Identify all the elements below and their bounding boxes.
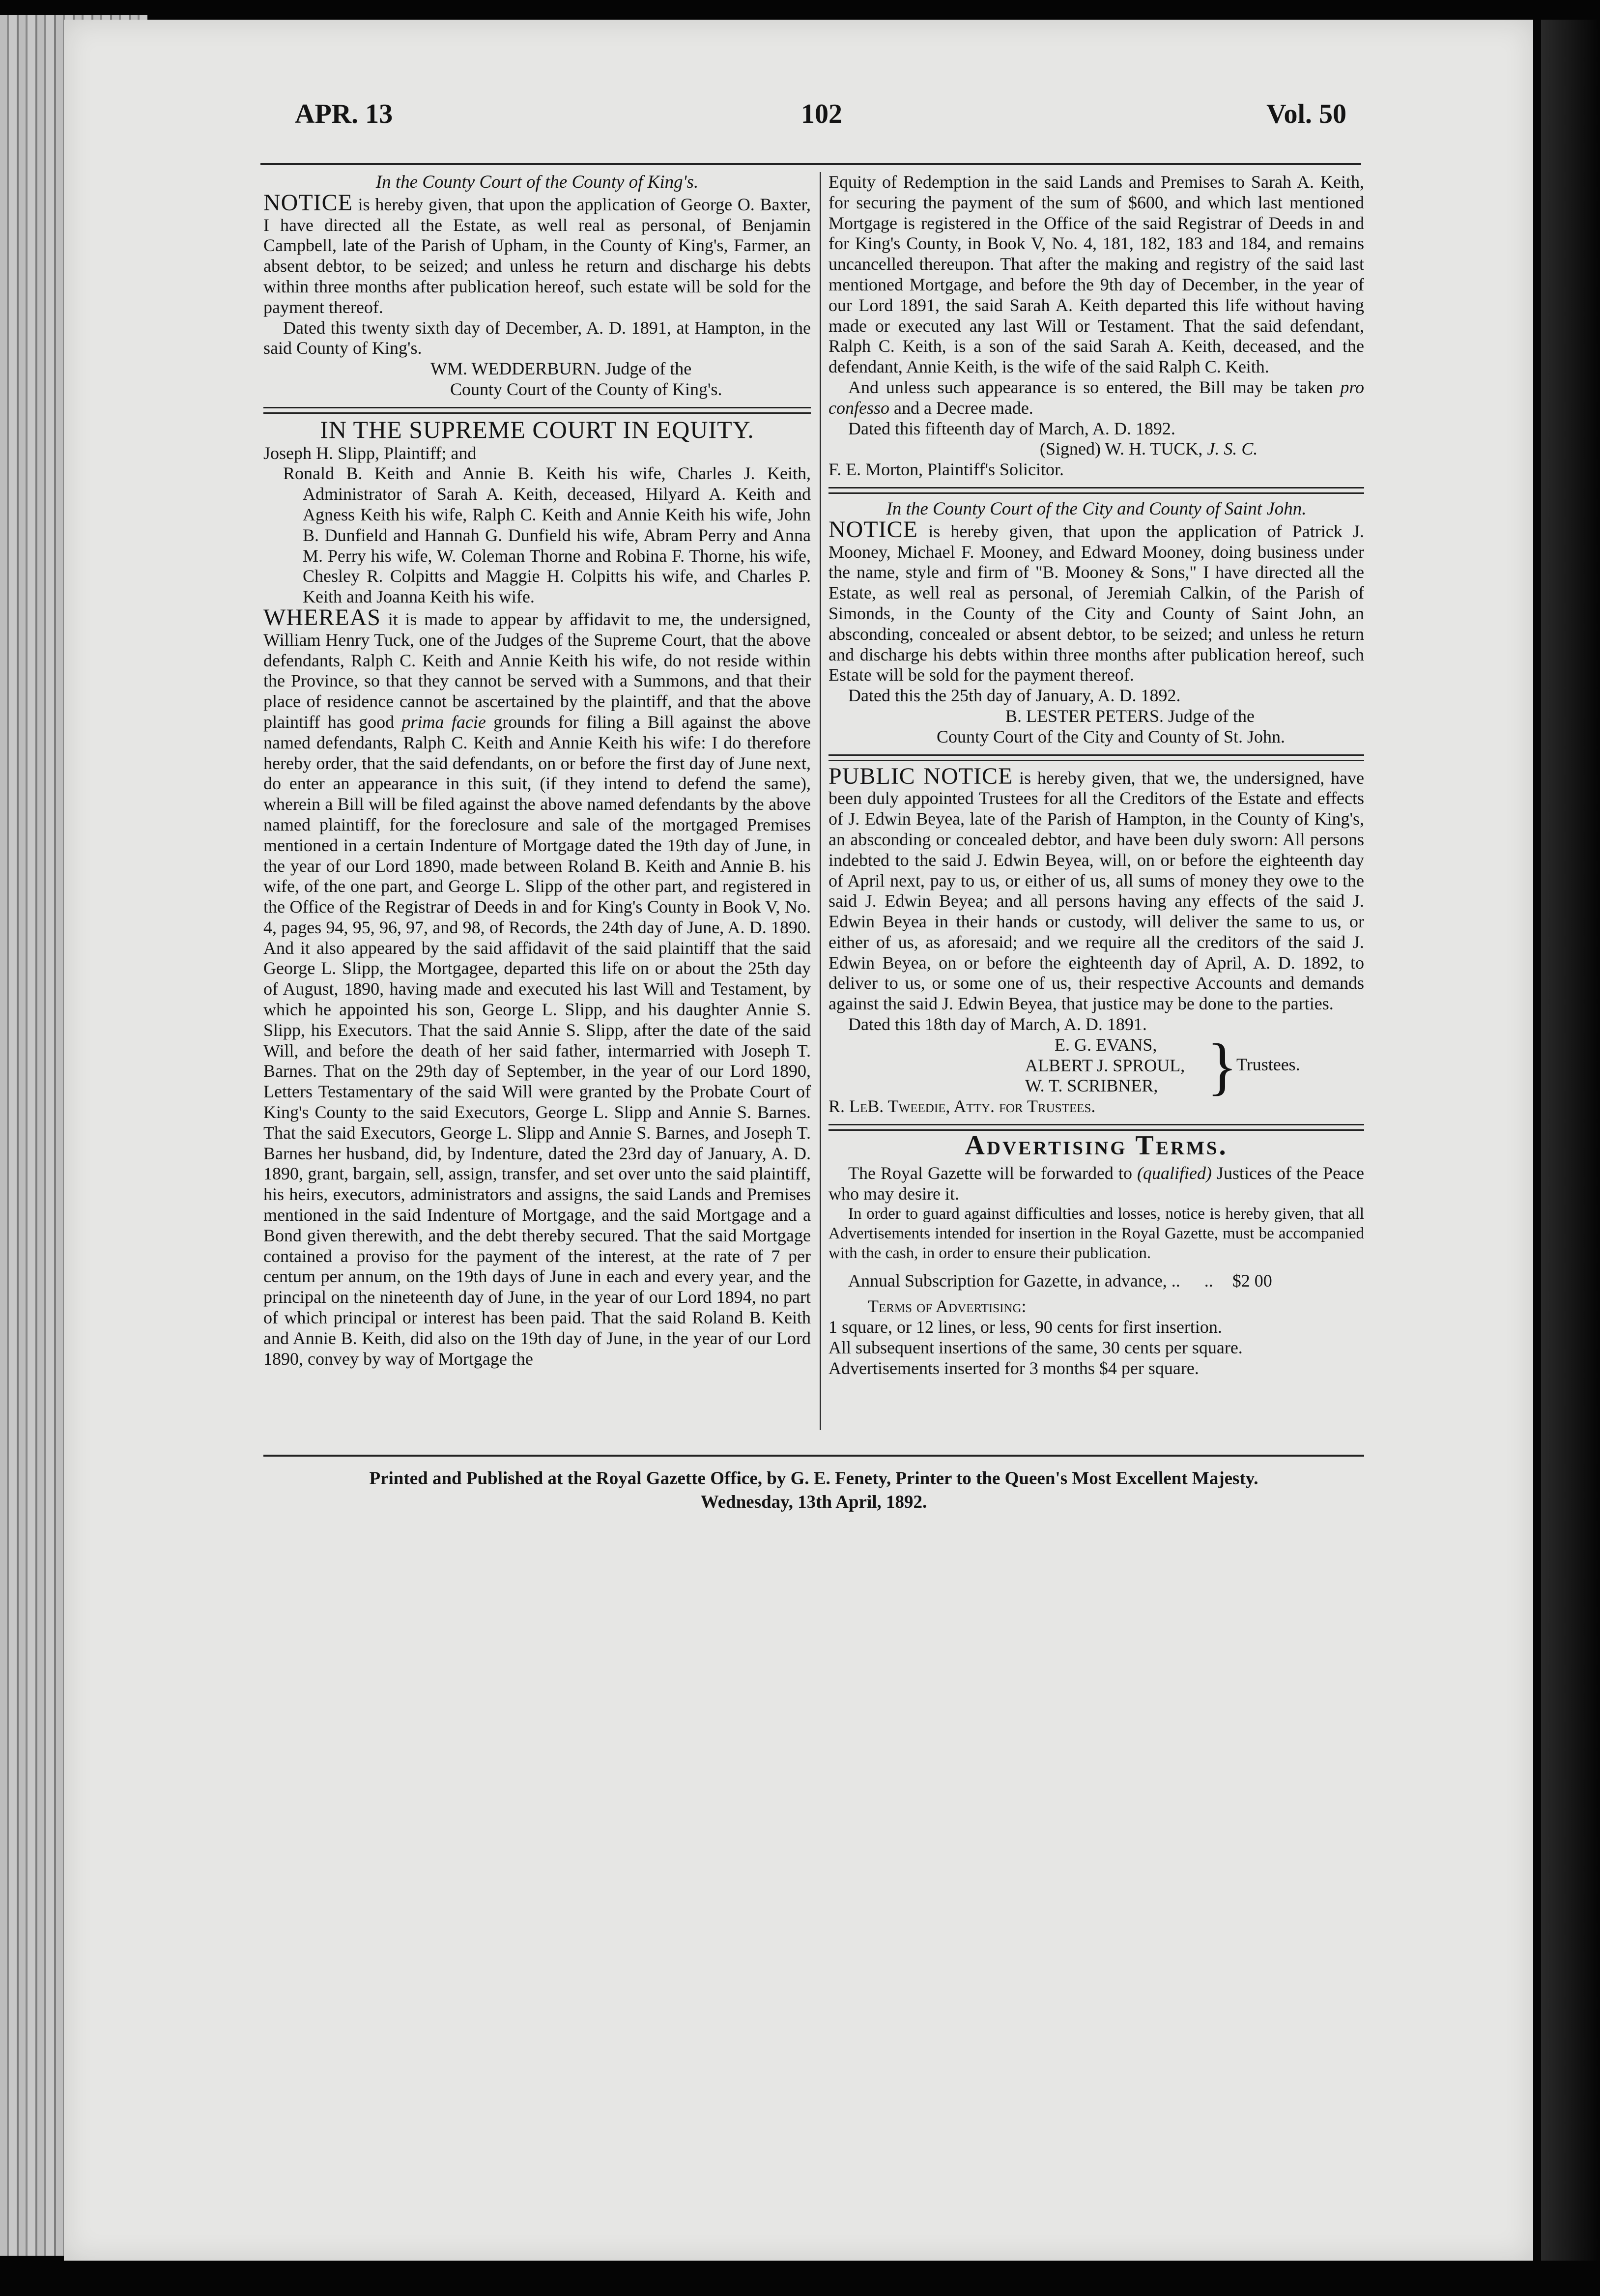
equity-cont-body: Equity of Redemption in the said Lands and Premises to Sarah A. Keith, for securing the payment of the sum of $600, and which last mentioned Mortgage is registered in the Office of the said Registrar of Deeds in and for King's County, in Book V, No. 4, 181, 182, 183 and 184, and remains uncancelled thereupon. That after the making and registry of the said last mentioned Mortgage, and before the 9th day of December, in the year of our Lord 1891, the said Sarah A. Keith departed this life without having made or executed any last Will or Testament. That the said defendant, Ralph C. Keith, is a son of the said Sarah A. Keith, deceased, and the defendant, Annie Keith, is the wife of the said Ralph C. Keith. [829,172,1364,377]
equity-notice-continued [829,172,1364,480]
judge-title: County Court of the County of King's. [450,379,722,399]
equity-signed: (Signed) W. H. TUCK, [1040,439,1203,459]
trustee-name: W. T. SCRIBNER, [1025,1076,1158,1096]
advertising-term: 1 square, or 12 lines, or less, 90 cents for first insertion. [829,1317,1222,1337]
notice-lead: PUBLIC NOTICE [829,763,1013,789]
equity-pro-confesso: pro confesso [829,377,1364,418]
trustee-name: ALBERT J. SPROUL, [1025,1055,1185,1075]
notice-dated: Dated this the 25th day of January, A. D. 1892. [848,686,1181,706]
trustees-attorney: R. LeB. Tweedie, Atty. for Trustees. [829,1096,1096,1117]
imprint-footer [263,1467,1364,1514]
header-date: APR. 13 [295,99,393,129]
judge-title: County Court of the City and County of St. John. [937,726,1286,746]
notice-body: is hereby given, that upon the application of Patrick J. Mooney, Michael F. Mooney, and Edward Mooney, doing business under the name, style and firm of "B. Mooney & Sons," I have directed all the Estate, as well real as personal, of Jeremiah Calkin, of the Parish of Simonds, in the County of the City and County of Saint John, an absconding, concealed or absent debtor, to be seized; and unless he return and discharge his debts within three months after publication hereof, such Estate will be sold for the payment thereof. [829,521,1365,685]
notice-kings-county-baxter [263,172,811,400]
notice-dated: Dated this twenty sixth day of December, A. D. 1891, at Hampton, in the said County of King's. [263,317,811,358]
equity-lead: WHEREAS [263,604,381,631]
court-heading: In the County Court of the City and County of Saint John. [886,498,1307,519]
equity-defendants: Ronald B. Keith and Annie B. Keith his wife, Charles J. Keith, Administrator of Sarah A. Keith, deceased, Hilyard A. Keith and Agness Keith his wife, Ralph C. Keith and Annie Keith his wife, John B. Dunfield and Hannah G. Dunfield his wife, Abram Perry and Anna M. Perry his wife, W. Coleman Thorne and Robina F. Thorne, his wife, Chesley R. Colpitts and Maggie H. Colpitts his wife, and Charles P. Keith and Joanna Keith his wife. [283,463,811,607]
section-rule [829,754,1364,761]
subscription-price: $2 00 [1232,1271,1272,1291]
scan-right-edge [1541,20,1600,2261]
adv-cash-notice: In order to guard against difficulties and losses, notice is hereby given, that all Advertisements intended for insertion in the Royal Gazette, must be accompanied with the cash, in order to ensure their publication. [829,1205,1364,1263]
subscription-label: Annual Subscription for Gazette, in advance, .. [848,1271,1180,1291]
trustees-label: Trustees. [1236,1054,1300,1074]
equity-plaintiff: Joseph H. Slipp, Plaintiff; and [263,443,477,463]
court-heading: In the County Court of the County of King's. [375,172,699,192]
page-header [231,98,1361,143]
footer-rule [263,1455,1364,1457]
right-column [829,172,1364,1378]
equity-solicitor: F. E. Morton, Plaintiff's Solicitor. [829,459,1064,480]
left-column [263,172,811,1369]
adv-text: The Royal Gazette will be forwarded to [848,1163,1132,1183]
imprint-line: Printed and Published at the Royal Gazette Office, by G. E. Fenety, Printer to the Queen's Most Excellent Majesty. [369,1468,1258,1489]
judge-signature: B. LESTER PETERS. Judge of the [1005,706,1255,726]
terms-heading: Terms of Advertising: [868,1296,1027,1317]
equity-unless-b: and a Decree made. [893,398,1033,418]
advertising-term: All subsequent insertions of the same, 30 cents per square. [829,1337,1243,1357]
notice-saint-john-mooney [829,499,1364,747]
adv-text: Justices of the Peace who may desire it. [829,1163,1364,1204]
public-notice-trustees [829,763,1364,1118]
equity-unless-a: And unless such appearance is so entered, the Bill may be taken [848,377,1333,397]
equity-body-b: grounds for filing a Bill against the above named defendants, Ralph C. Keith and Annie Keith his wife: I do therefore hereby order, that the said defendants, on or before the first day of June next, do enter an appearance in this suit, (if they intend to defend the same), wherein a Bill will be filed against the above named defendants by the above named plaintiff, for the foreclosure and sale of the mortgaged Premises mentioned in a certain Indenture of Mortgage dated the 19th day of June, in the year of our Lord 1890, made between Roland B. Keith and Annie B. his wife, of the one part, and George L. Slipp of the other part, and registered in the Office of the Registrar of Deeds in and for King's County in Book V, No. 4, pages 94, 95, 96, 97, and 98, of Records, the 24th day of June, A. D. 1890. And it also appeared by the said affidavit of the said plaintiff that the said George L. Slipp, the Mortgagee, departed this life on or about the 25th day of August, 1890, having made and executed his last Will and Testament, by which he appointed his son, George L. Slipp, and his daughter Annie S. Slipp, his Executors. That the said Annie S. Slipp, after the date of the said Will, and before the death of her said father, intermarried with Joseph T. Barnes. That on the 29th day of September, in the year of our Lord 1890, Letters Testamentary of the said Will were granted by the Probate Court of King's County to the said Executors, George L. Slipp and Annie S. Barnes. That the said Executors, George L. Slipp and Annie S. Barnes, and Joseph T. Barnes her husband, did, by Indenture, dated the 23rd day of January, A. D. 1890, grant, bargain, sell, assign, transfer, and set over unto the said plaintiff, his heirs, executors, administrators and assigns, the said Lands and Premises mentioned in the said Indenture of Mortgage, and the said Mortgage and a Bond given therewith, and the debt thereby secured. That the said Mortgage contained a proviso for the payment of the interest, at the rate of 7 per centum per annum, on the 19th days of June in each and every year, and the principal on the nineteenth day of June, in the year of our Lord 1894, no part of which principal or interest has been paid. That the said Roland B. Keith and Annie B. Keith, did also on the 19th day of June, in the year of our Lord 1890, convey by way of Mortgage the [263,712,811,1369]
notice-body: is hereby given, that we, the undersigned, have been duly appointed Trustees for all the Creditors of the Estate and effects of J. Edwin Beyea, late of the Parish of Hampton, in the County of King's, an absconding or concealed debtor, and have been duly sworn: All persons indebted to the said J. Edwin Beyea, will, on or before the eighteenth day of April next, pay to us, or either of us, all sums of money they owe to the said J. Edwin Beyea; and all persons having any effects of the said J. Edwin Beyea in their hands or custody, will deliver the same to us, or either of us, as aforesaid; and we require all the creditors of the said J. Edwin Beyea, on or before the eighteenth day of April, A. D. 1892, to deliver to us, or some one of us, their respective Accounts and demands against the said J. Edwin Beyea, that justice may be done to the parties. [829,768,1364,1014]
advertising-terms [829,1130,1364,1378]
section-rule [263,407,811,414]
notice-lead: NOTICE [829,516,918,543]
header-page-number: 102 [801,99,842,129]
notice-body: is hereby given, that upon the application of George O. Baxter, I have directed all the Estate, as well real as personal, of Benjamin Campbell, late of the Parish of Upham, in the County of King's, Farmer, an absent debtor, to be seized; and unless he return and discharge his debts within three months after publication hereof, such estate will be sold for the payment thereof. [263,194,811,317]
imprint-date: Wednesday, 13th April, 1892. [700,1492,927,1512]
equity-prima-facie: prima facie [401,712,486,732]
adv-qualified: (qualified) [1137,1163,1212,1183]
header-volume: Vol. 50 [1266,99,1346,129]
brace-glyph: } [1207,1031,1238,1102]
subscription-dots: .. [1204,1271,1213,1291]
equity-signed-title: J. S. C. [1207,439,1258,459]
equity-body-a: it is made to appear by affidavit to me, the undersigned, William Henry Tuck, one of the Judges of the Supreme Court, that the above defendants, Ralph C. Keith and Annie Keith his wife, do not reside within the Province, so that they cannot be served with a Summons, and that their place of residence cannot be ascertained by the plaintiff, and that the above plaintiff has good [263,609,811,732]
section-rule [829,1124,1364,1131]
notice-lead: NOTICE [263,189,353,216]
trustee-name: E. G. EVANS, [1055,1034,1157,1055]
supreme-court-equity-notice [263,415,811,1370]
advertising-term: Advertisements inserted for 3 months $4 per square. [829,1358,1199,1378]
equity-dated: Dated this fifteenth day of March, A. D. 1892. [848,418,1175,438]
equity-title: IN THE SUPREME COURT IN EQUITY. [320,415,754,443]
judge-signature: WM. WEDDERBURN. Judge of the [430,359,692,379]
header-rule [260,163,1361,165]
trustee-list [829,1031,1364,1102]
notice-dated: Dated this 18th day of March, A. D. 1891. [848,1014,1147,1034]
column-divider [820,172,821,1430]
section-rule [829,487,1364,494]
advertising-title: Advertising Terms. [965,1130,1228,1161]
